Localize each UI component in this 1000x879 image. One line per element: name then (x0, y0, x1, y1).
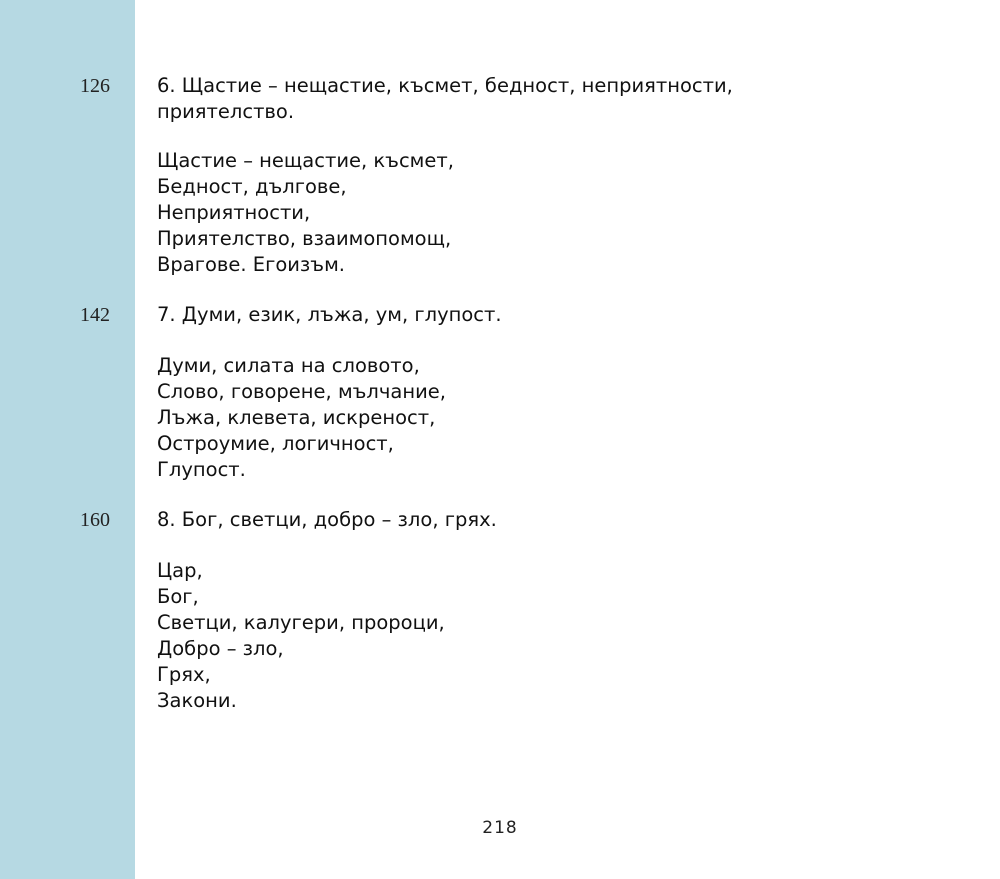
heading-line: 7. Думи, език, лъжа, ум, глупост. (157, 303, 502, 326)
section-7 (0, 302, 1000, 492)
list-item: Цар, (157, 559, 203, 582)
page-number-text: 218 (482, 818, 518, 838)
list-item: Приятелство, взаимопомощ, (157, 227, 452, 250)
list-item: Грях, (157, 663, 211, 686)
page-ref: 126 (80, 75, 110, 97)
list-item: Глупост. (157, 458, 246, 481)
heading-line: 8. Бог, светци, добро – зло, грях. (157, 508, 497, 531)
list-item: Врагове. Егоизъм. (157, 253, 345, 276)
heading-line: 6. Щастие – нещастие, късмет, бедност, неприятности, (157, 74, 733, 97)
list-item: Неприятности, (157, 201, 311, 224)
list-item: Добро – зло, (157, 637, 284, 660)
list-item: Бедност, дългове, (157, 175, 347, 198)
list-item: Слово, говорене, мълчание, (157, 380, 446, 403)
list-item: Светци, калугери, пророци, (157, 611, 445, 634)
section-8 (0, 507, 1000, 717)
list-item: Закони. (157, 689, 237, 712)
section-lines (157, 353, 446, 483)
section-lines (157, 558, 445, 714)
section-heading (157, 507, 777, 533)
section-lines (157, 148, 454, 278)
page-ref: 160 (80, 509, 110, 531)
page-ref: 142 (80, 304, 110, 326)
section-heading (157, 302, 777, 328)
list-item: Остроумие, логичност, (157, 432, 394, 455)
heading-line: приятелство. (157, 100, 295, 123)
list-item: Бог, (157, 585, 199, 608)
list-item: Лъжа, клевета, искреност, (157, 406, 436, 429)
list-item: Щастие – нещастие, късмет, (157, 149, 454, 172)
page-number (0, 818, 1000, 838)
list-item: Думи, силата на словото, (157, 354, 420, 377)
section-heading (157, 73, 777, 125)
section-6 (0, 73, 1000, 283)
